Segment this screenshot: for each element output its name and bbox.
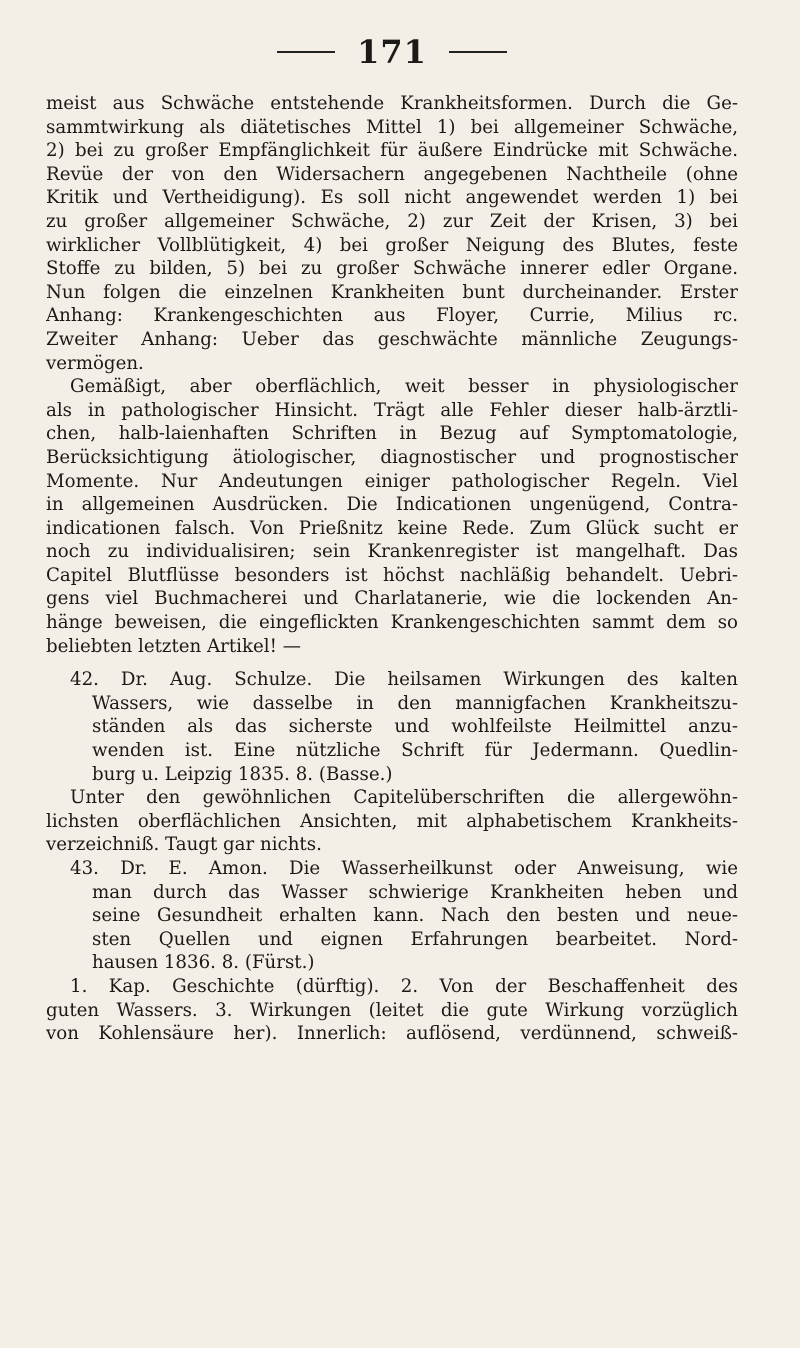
page-number: 171	[357, 33, 427, 71]
body-line: Revüe der von den Widersachern angegebenen Nachtheile (ohne	[46, 163, 738, 185]
body-line: noch zu individualisiren; sein Krankenregister ist mangelhaft. Das	[46, 541, 738, 563]
entry-title-line: man durch das Wasser schwierige Krankheiten heben und	[92, 881, 738, 903]
body-line: hänge beweisen, die eingeflickten Krankengeschichten sammt dem so	[46, 612, 738, 634]
body-line: meist aus Schwäche entstehende Krankheitsformen. Durch die Ge-	[46, 93, 738, 114]
body-line: Momente. Nur Andeutungen einiger pathologischer Regeln. Viel	[46, 470, 738, 492]
body-line: in allgemeinen Ausdrücken. Die Indicationen ungenügend, Contra-	[46, 494, 738, 516]
entry-title-line: ständen als das sicherste und wohlfeilste Heilmittel anzu-	[92, 716, 738, 738]
body-line: indicationen falsch. Von Prießnitz keine Rede. Zum Glück sucht er	[46, 517, 738, 539]
body-line: sammtwirkung als diätetisches Mittel 1) bei allgemeiner Schwäche,	[46, 116, 738, 138]
body-line: Kritik und Vertheidigung). Es soll nicht angewendet werden 1) bei	[46, 187, 738, 209]
entry-title-line: seine Gesundheit erhalten kann. Nach den besten und neue-	[92, 905, 738, 927]
review-line: verzeichniß. Taugt gar nichts.	[46, 834, 322, 856]
entry-title-line: Wassers, wie dasselbe in den mannigfachen Krankheitszu-	[92, 692, 738, 714]
body-line: wirklicher Vollblütigkeit, 4) bei großer Neigung des Blutes, feste	[46, 234, 738, 256]
header-rule-left	[277, 51, 335, 53]
body-line: Zweiter Anhang: Ueber das geschwächte männliche Zeugungs-	[46, 328, 738, 350]
entry-title-line: 42. Dr. Aug. Schulze. Die heilsamen Wirkungen des kalten	[70, 669, 738, 691]
review-line: guten Wassers. 3. Wirkungen (leitet die gute Wirkung vorzüglich	[46, 999, 738, 1021]
header-rule-right	[449, 51, 507, 53]
review-line: von Kohlensäure her). Innerlich: auflösend, verdünnend, schweiß-	[46, 1023, 738, 1045]
spacer	[46, 658, 738, 668]
body-line: gens viel Buchmacherei und Charlatanerie, wie die lockenden An-	[46, 588, 738, 610]
entry-title-line: burg u. Leipzig 1835. 8. (Basse.)	[92, 763, 393, 785]
review-line: Unter den gewöhnlichen Capitelüberschriften die allergewöhn-	[70, 787, 738, 809]
body-line: Gemäßigt, aber oberflächlich, weit besser in physiologischer	[70, 376, 738, 398]
body-line: 2) bei zu großer Empfänglichkeit für äußere Eindrücke mit Schwäche.	[46, 140, 738, 162]
page-body	[46, 92, 738, 1046]
review-line: lichsten oberflächlichen Ansichten, mit alphabetischem Krankheits-	[46, 810, 738, 832]
body-line: Nun folgen die einzelnen Krankheiten bunt durcheinander. Erster	[46, 281, 738, 303]
body-line: Berücksichtigung ätiologischer, diagnostischer und prognostischer	[46, 446, 738, 468]
body-line: vermögen.	[46, 352, 144, 374]
entry-title-line: wenden ist. Eine nützliche Schrift für Jedermann. Quedlin-	[92, 740, 738, 762]
page-header	[46, 30, 738, 74]
entry-title-line: 43. Dr. E. Amon. Die Wasserheilkunst oder Anweisung, wie	[70, 858, 738, 879]
review-line: 1. Kap. Geschichte (dürftig). 2. Von der Beschaffenheit des	[70, 975, 738, 997]
entry-title-line: hausen 1836. 8. (Fürst.)	[92, 952, 315, 974]
body-line: Stoffe zu bilden, 5) bei zu großer Schwäche innerer edler Organe.	[46, 258, 738, 280]
body-line: als in pathologischer Hinsicht. Trägt alle Fehler dieser halb-ärztli-	[46, 399, 738, 421]
body-line: Anhang: Krankengeschichten aus Floyer, Currie, Milius rc.	[46, 305, 738, 327]
entry-title-line: sten Quellen und eignen Erfahrungen bearbeitet. Nord-	[92, 928, 738, 950]
body-line: zu großer allgemeiner Schwäche, 2) zur Zeit der Krisen, 3) bei	[46, 210, 738, 232]
body-line: beliebten letzten Artikel! —	[46, 635, 301, 657]
body-line: Capitel Blutflüsse besonders ist höchst nachläßig behandelt. Uebri-	[46, 564, 738, 586]
body-line: chen, halb-laienhaften Schriften in Bezug auf Symptomatologie,	[46, 423, 738, 445]
